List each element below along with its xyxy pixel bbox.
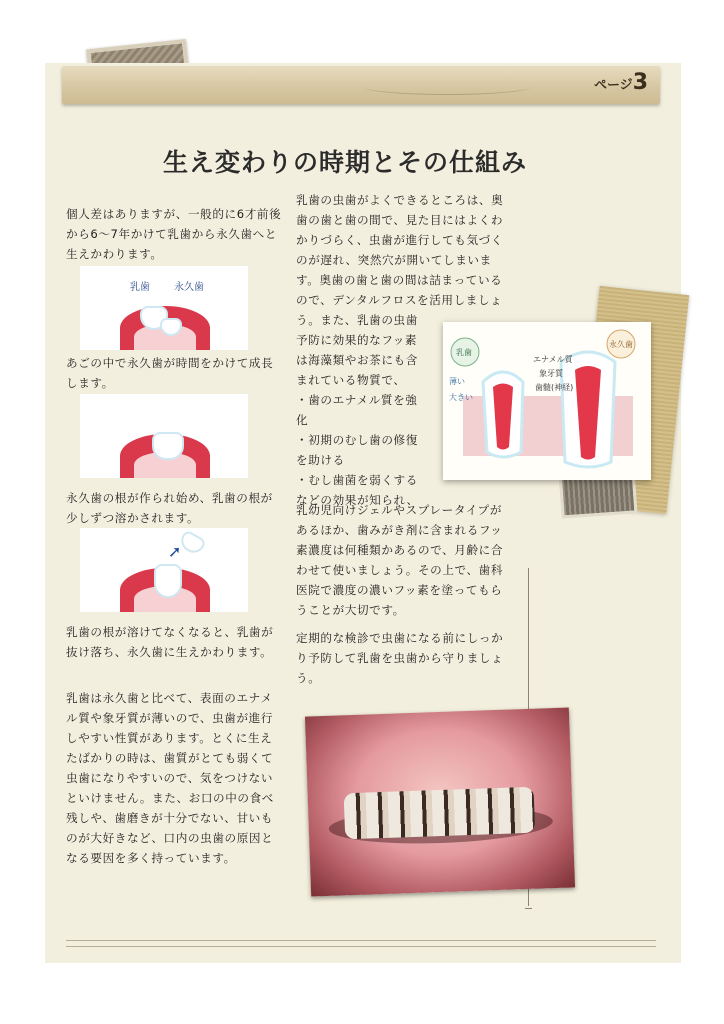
- right-paragraph-1-narrow: 予防に効果的なフッ素は海藻類やお茶にも含まれている物質で、 ・歯のエナメル質を強化 ・初期のむし歯の修復を助ける ・むし歯菌を弱くする などの効果が知られ、: [296, 333, 419, 507]
- right-paragraph-1-bottom: 乳幼児向けジェルやスプレータイプがあるほか、歯みがき剤に含まれるフッ素濃度は何種類かあるので、月齢に合わせて使いましょう。その上で、歯科医院で濃度の濃いフッ素を塗ってもらうことが大切です。: [296, 503, 504, 617]
- diagram-label-pulp: 歯髄(神経): [535, 383, 574, 392]
- tooth-shape: [152, 432, 184, 460]
- page-number: 3: [632, 70, 648, 95]
- banner-ornament: [362, 78, 532, 95]
- header-banner: [62, 66, 660, 104]
- illustration-step2: [80, 394, 248, 478]
- step1-text: あごの中で永久歯が時間をかけて成長します。: [66, 356, 274, 390]
- right-paragraph-1-top: 乳歯の虫歯がよくできるところは、奥歯の歯と歯の間で、見た目にはよくわかりづらく、虫歯が進行しても気づくのが遅れ、突然穴が開いてしまいます。奥歯の歯と歯の間は詰まっているので、デンタルフロスを活用しましょう。また、乳歯の虫歯: [296, 193, 504, 327]
- intro-text: 個人差はありますが、一般的に6才前後から6〜7年かけて乳歯から永久歯へと生えかわります。: [66, 207, 282, 261]
- step2-text: 永久歯の根が作られ始め、乳歯の根が少しずつ溶かされます。: [66, 491, 273, 525]
- diagram-label-baby: 乳歯: [456, 348, 472, 357]
- diagram-label-thin: 薄い: [449, 377, 465, 386]
- page-number-label: [594, 70, 648, 95]
- step3-text: 乳歯の根が溶けてなくなると、乳歯が抜け落ち、永久歯に生えかわります。: [66, 625, 274, 659]
- diagram-label-large: 大きい: [449, 393, 473, 402]
- right-paragraph-2: 定期的な検診で虫歯になる前にしっかり予防して乳歯を虫歯から守りましょう。: [296, 631, 504, 685]
- label-baby-tooth: 乳歯: [130, 282, 150, 293]
- permanent-tooth-shape: [154, 564, 182, 598]
- footer-line-2: [66, 946, 656, 947]
- tooth-structure-diagram: [443, 322, 651, 480]
- page-title: 生え変わりの時期とその仕組み: [162, 148, 527, 177]
- page-label-text: ページ: [593, 78, 633, 93]
- illustration-step3: [80, 528, 248, 612]
- arrow-icon: ➚: [168, 542, 182, 561]
- decayed-teeth-photo: [305, 707, 575, 896]
- diagram-label-dentin: 象牙質: [539, 369, 563, 378]
- falling-baby-tooth: [177, 529, 207, 557]
- diagram-label-permanent: 永久歯: [609, 340, 633, 349]
- diagram-label-enamel: エナメル質: [533, 355, 573, 364]
- photo-teeth: [344, 787, 535, 840]
- footer-line-1: [66, 940, 656, 941]
- label-permanent-tooth: 永久歯: [174, 282, 204, 293]
- illustration-step1: [80, 266, 248, 350]
- left-paragraph-2: 乳歯は永久歯と比べて、表面のエナメル質や象牙質が薄いので、虫歯が進行しやすい性質があります。とくに生えたばかりの時は、歯質がとても弱くて虫歯になりやすいので、気をつけないといけません。また、お口の中の食べ残しや、歯磨きが十分でない、甘いものが大好きなど、口内の虫歯の原因となる要因を多く持っています。: [66, 691, 274, 865]
